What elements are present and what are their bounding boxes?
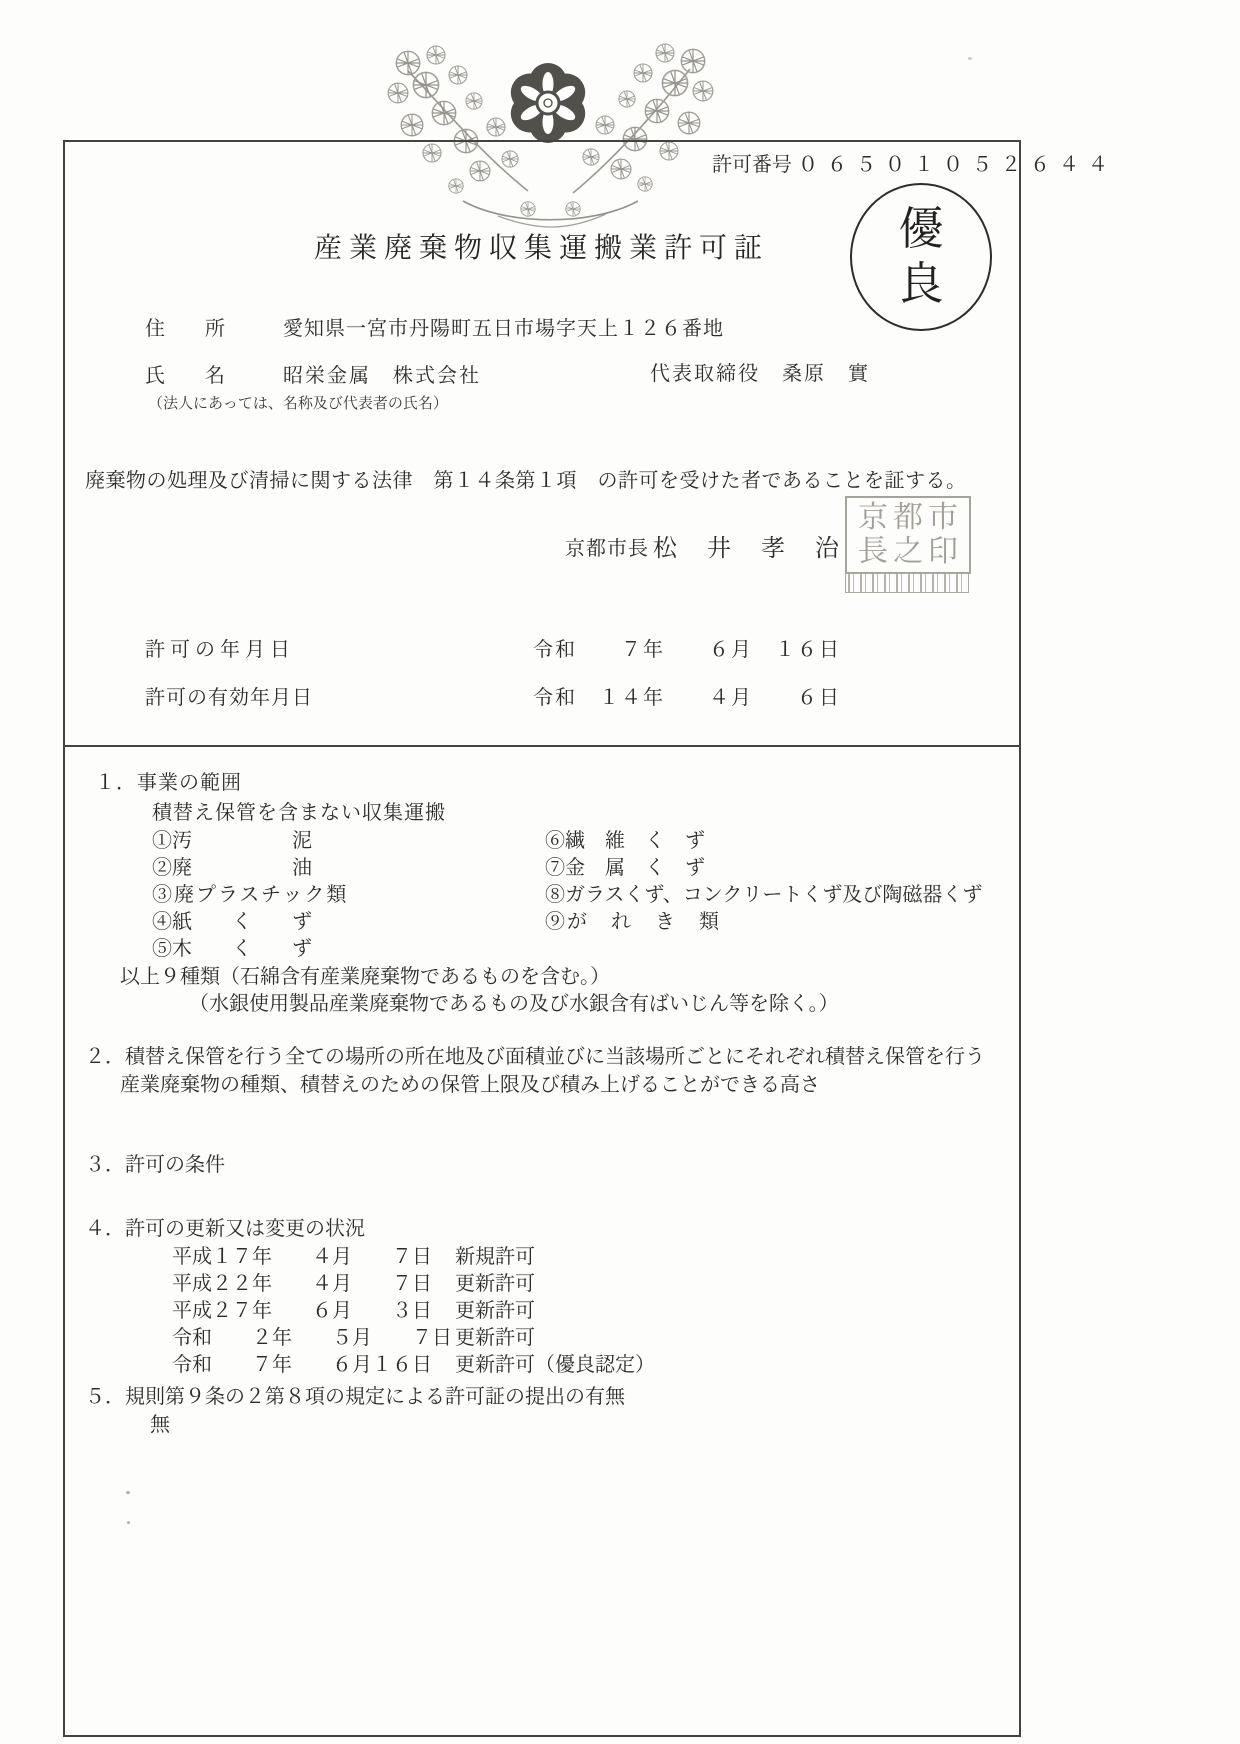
section2-line1: 積替え保管を行う全ての場所の所在地及び面積並びに当該場所ごとにそれぞれ積替え保管を行う	[125, 1046, 985, 1068]
scan-speckle	[968, 57, 972, 60]
section1-heading	[95, 766, 242, 795]
permit-number-value: ０６５０１０５２６４４	[798, 154, 1117, 176]
waste-item-3: ③廃プラスチック類	[152, 884, 349, 906]
renewal-status: 新規許可	[455, 1246, 535, 1268]
section3-title: 許可の条件	[125, 1154, 225, 1176]
renewal-status: 更新許可	[455, 1327, 535, 1349]
waste-item-6: ⑥繊 維 く ず	[545, 830, 705, 852]
scan-speckle	[127, 1521, 130, 1524]
address-value: 愛知県一宮市丹陽町五日市場字天上１２６番地	[283, 318, 724, 340]
section2-line2: 産業廃棄物の種類、積替えのための保管上限及び積み上げることができる高さ	[120, 1074, 820, 1096]
crest-center	[511, 63, 585, 143]
address-label: 住 所	[145, 318, 225, 340]
section2-heading	[85, 1040, 985, 1069]
renewal-status: 更新許可	[455, 1273, 535, 1295]
waste-item-2: ②廃 油	[152, 857, 312, 879]
section5-heading	[85, 1380, 625, 1409]
section-divider-line	[63, 745, 1021, 747]
mayor-seal-stamp	[845, 496, 971, 574]
section1-note-asbestos: 以上９種類（石綿含有産業廃棄物であるものを含む。）	[120, 966, 610, 988]
renewal-history-row	[172, 1348, 655, 1377]
renewal-history-row	[172, 1321, 535, 1350]
waste-item-1: ①汚 泥	[152, 830, 312, 852]
section1-number: １．	[95, 772, 137, 794]
renewal-date: 令和 ２年 ５月 ７日	[172, 1327, 452, 1349]
corporation-note: （法人にあっては、名称及び代表者の氏名）	[148, 396, 448, 412]
section3-number: ３．	[85, 1154, 125, 1176]
permit-number	[712, 148, 1117, 177]
waste-item-4: ④紙 く ず	[152, 911, 312, 933]
section5-title: 規則第９条の２第８項の規定による許可証の提出の有無	[125, 1386, 625, 1408]
permit-date-value: 令和 ７年 ６月 １６日	[533, 639, 841, 661]
renewal-date: 平成１７年 ４月 ７日	[172, 1246, 432, 1268]
waste-item-5: ⑤木 く ず	[152, 938, 312, 960]
expiry-date-value: 令和 １４年 ４月 ６日	[533, 687, 841, 709]
section4-title: 許可の更新又は変更の状況	[125, 1218, 365, 1240]
renewal-date: 平成２２年 ４月 ７日	[172, 1273, 432, 1295]
section4-heading	[85, 1212, 365, 1241]
expiry-date-label: 許可の有効年月日	[145, 687, 313, 709]
section1-note-mercury: （水銀使用製品産業廃棄物であるもの及び水銀含有ばいじん等を除く。）	[189, 993, 839, 1015]
permit-date-label: 許可の年月日	[145, 639, 295, 661]
company-name: 昭栄金属 株式会社	[283, 365, 481, 387]
waste-item-9: ⑨が れ き 類	[545, 911, 721, 933]
mayor-seal-row1: 京都市	[858, 500, 963, 534]
issuer-name: 松 井 孝 治	[653, 536, 842, 562]
waste-item-8: ⑧ガラスくず、コンクリートくず及び陶磁器くず	[545, 884, 983, 906]
permit-number-label: 許可番号	[712, 154, 792, 176]
excellent-seal-char-bottom: 良	[898, 259, 944, 309]
mayor-seal-footer-illegible	[845, 573, 969, 593]
waste-item-7: ⑦金 属 く ず	[545, 857, 705, 879]
renewal-history-row	[172, 1240, 535, 1269]
renewal-status: 更新許可	[455, 1300, 535, 1322]
name-label: 氏 名	[145, 365, 225, 387]
renewal-date: 令和 ７年 ６月１６日	[172, 1354, 432, 1376]
section5-answer: 無	[150, 1414, 170, 1436]
representative-name: 代表取締役 桑原 實	[650, 363, 870, 385]
section2-number: ２．	[85, 1046, 125, 1068]
certification-statement: 廃棄物の処理及び清掃に関する法律 第１４条第１項 の許可を受けた者であることを証する。	[85, 470, 967, 492]
section4-number: ４．	[85, 1218, 125, 1240]
section1-title: 事業の範囲	[137, 772, 242, 794]
section3-heading	[85, 1148, 225, 1177]
mayor-seal-row2: 長之印	[858, 535, 963, 568]
issuer-title: 京都市長	[565, 538, 649, 560]
renewal-history-row	[172, 1294, 535, 1323]
excellent-seal-char-top: 優	[898, 204, 944, 255]
renewal-history-row	[172, 1267, 535, 1296]
section1-subheading: 積替え保管を含まない収集運搬	[152, 802, 446, 824]
renewal-date: 平成２７年 ６月 ３日	[172, 1300, 432, 1322]
section5-number: ５．	[85, 1386, 125, 1408]
document-title: 産業廃棄物収集運搬業許可証	[313, 233, 769, 264]
scan-speckle	[126, 1491, 130, 1494]
renewal-status: 更新許可（優良認定）	[455, 1354, 655, 1376]
